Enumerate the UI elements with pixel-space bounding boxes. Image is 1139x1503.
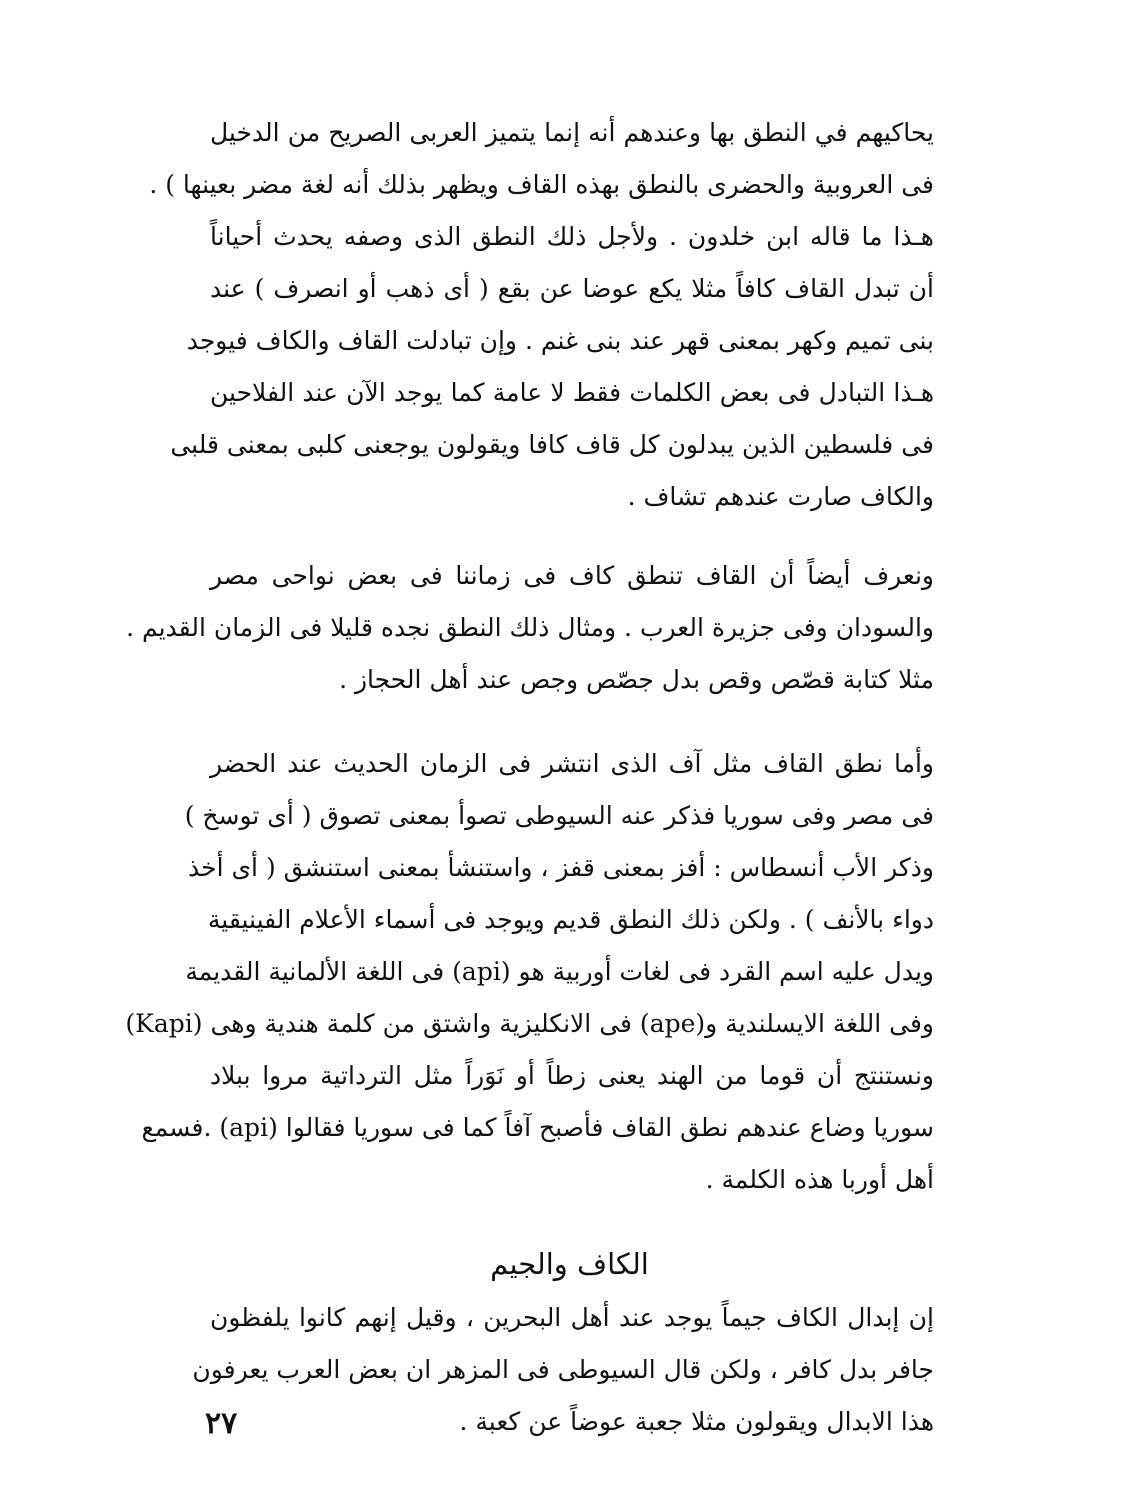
paragraph-3-line-1: وأما نطق القاف مثل آف الذى انتشر فى الزمان الحديث عند الحضر [210, 749, 934, 778]
paragraph-2-line-2: والسودان وفى جزيرة العرب . ومثال ذلك النطق نجده قليلا فى الزمان القديم . [126, 613, 934, 642]
paragraph-1-line-1: يحاكيهم في النطق بها وعندهم أنه إنما يتميز العربى الصريح من الدخيل [210, 118, 934, 147]
section-line-1: إن إبدال الكاف جيماً يوجد عند أهل البحرين ، وقيل إنهم كانوا يلفظون [210, 1303, 934, 1332]
paragraph-3-line-8: سوريا وضاع عندهم نطق القاف فأصبح آفاً كما فى سوريا فقالوا (api) .فسمع [141, 1113, 934, 1142]
paragraph-2-line-1: ونعرف أيضاً أن القاف تنطق كاف فى زماننا فى بعض نواحى مصر [210, 561, 934, 590]
paragraph-3-line-5: ويدل عليه اسم القرد فى لغات أوربية هو (api) فى اللغة الألمانية القديمة [185, 957, 934, 986]
paragraph-1-line-2: فى العروبية والحضرى بالنطق بهذه القاف ويظهر بذلك أنه لغة مضر بعينها ) . [149, 170, 934, 199]
paragraph-1-line-6: هـذا التبادل فى بعض الكلمات فقط لا عامة كما يوجد الآن عند الفلاحين [210, 378, 934, 407]
paragraph-1-line-7: فى فلسطين الذين يبدلون كل قاف كافا ويقولون يوجعنى كلبى بمعنى قلبى [170, 430, 934, 459]
paragraph-1-line-8: والكاف صارت عندهم تشاف . [627, 482, 934, 511]
page-number: ٢٧ [205, 1406, 238, 1441]
section-line-2: جافر بدل كافر ، ولكن قال السيوطى فى المزهر ان بعض العرب يعرفون [192, 1355, 934, 1384]
section-line-3: هذا الابدال ويقولون مثلا جعبة عوضاً عن كعبة . [459, 1407, 934, 1436]
paragraph-3-line-3: وذكر الأب أنسطاس : أفز بمعنى قفز ، واستنشأ بمعنى استنشق ( أى أخذ [188, 853, 934, 882]
paragraph-3-line-7: ونستنتج أن قوما من الهند يعنى زطاً أو نَوَراً مثل الترداتية مروا ببلاد [210, 1061, 934, 1090]
paragraph-1-line-4: أن تبدل القاف كافاً مثلا يكع عوضا عن بقع ( أى ذهب أو انصرف ) عند [210, 274, 934, 303]
paragraph-1-line-5: بنى تميم وكهر بمعنى قهر عند بنى غنم . وإن تبادلت القاف والكاف فيوجد [186, 326, 934, 355]
paragraph-3-line-4: دواء بالأنف ) . ولكن ذلك النطق قديم ويوجد فى أسماء الأعلام الفينيقية [207, 905, 934, 934]
section-heading: الكاف والجيم [490, 1247, 649, 1281]
paragraph-3-line-9: أهل أوربا هذه الكلمة . [705, 1165, 934, 1194]
paragraph-2-line-3: مثلا كتابة قصّص وقص بدل جصّص وجص عند أهل الحجاز . [339, 665, 934, 694]
paragraph-1-line-3: هـذا ما قاله ابن خلدون . ولأجل ذلك النطق الذى وصفه يحدث أحياناً [210, 222, 934, 251]
paragraph-3-line-2: فى مصر وفى سوريا فذكر عنه السيوطى تصوأ بمعنى تصوق ( أى توسخ ) [184, 801, 934, 830]
paragraph-3-line-6: وفى اللغة الايسلندية و(ape) فى الانكليزية واشتق من كلمة هندية وهى (Kapi) [125, 1009, 934, 1038]
